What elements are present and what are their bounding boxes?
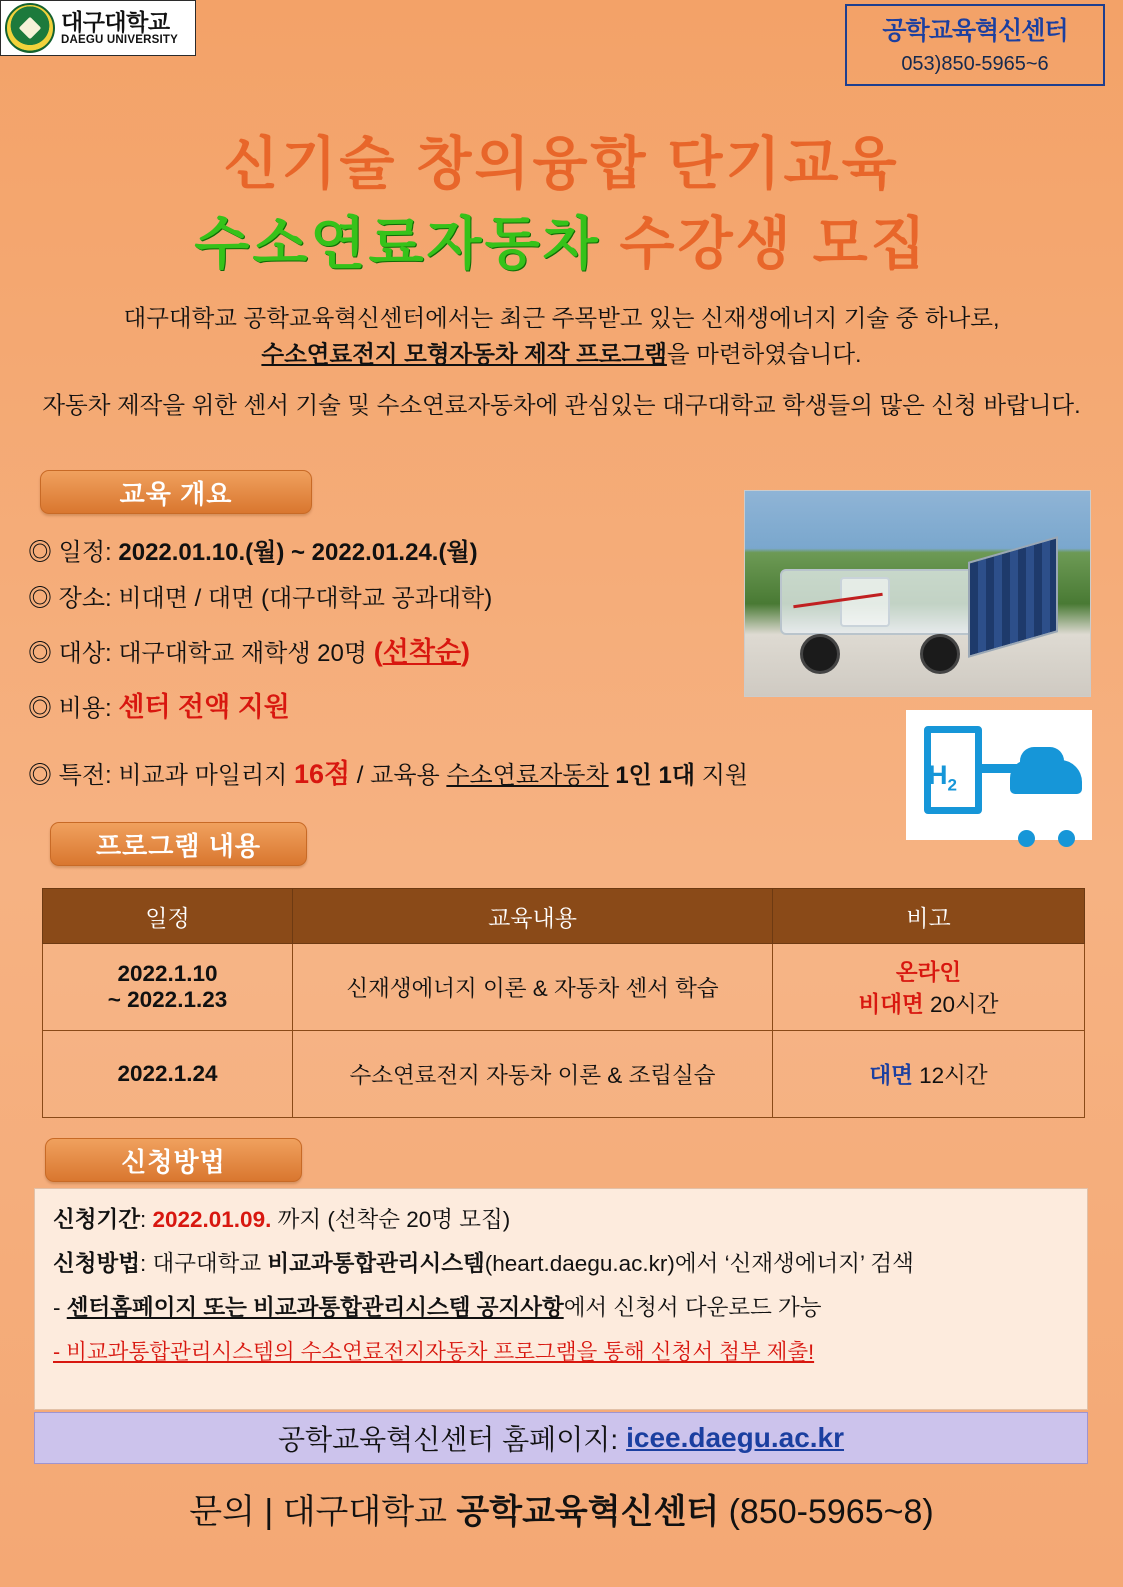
apply-bullet-2 [53,1335,1069,1370]
overview-item-benefit [28,752,748,791]
row1-remark-line1: 온라인 [895,960,962,985]
row2-remark [773,1031,1085,1118]
poster-title-rest: 수강생 모집 [600,212,929,276]
overview-target-emphasis: 선착순 [382,637,461,667]
photo-wheel-front [800,634,840,674]
row2-content: 수소연료전지 자동차 이론 & 조립실습 [293,1031,773,1118]
apply-method-system: 비교과통합관리시스템 [267,1250,485,1276]
h2-car-wheel-rear [1058,830,1075,847]
overview-schedule-label: ◎ 일정: [28,539,119,566]
fuel-cell-car-photo [744,490,1091,697]
university-name-kr: 대구대학교 [61,8,170,35]
overview-benefit-label: ◎ 특전: [28,762,119,789]
apply-period-label: 신청기간 [53,1207,140,1232]
apply-bullet2-text: - 비교과통합관리시스템의 수소연료전지자동차 프로그램을 통해 신청서 첨부 제출! [53,1339,815,1364]
overview-target-value: 대구대학교 재학생 20명 [118,640,374,667]
apply-period-date: 2022.01.09. [152,1207,272,1232]
center-name: 공학교육혁신센터 [882,17,1068,45]
footer-contact [0,1484,1123,1533]
overview-target-paren-open: ( [373,637,383,667]
section-header-program: 프로그램 내용 [50,822,307,866]
apply-bullet-1 [53,1291,1069,1326]
footer-center-name: 공학교육혁신센터 [456,1493,720,1531]
row2-remark-mode: 대면 [869,1063,913,1088]
overview-benefit-f: 지원 [695,762,749,789]
row1-remark-hours: 20시간 [923,992,999,1017]
apply-bullet1-rest: 에서 신청서 다운로드 가능 [563,1294,822,1320]
homepage-link[interactable]: icee.daegu.ac.kr [626,1422,845,1453]
poster-title-line1: 신기술 창의융합 단기교육 [223,132,900,196]
intro-paragraph-1 [32,300,1091,373]
apply-method-url: (heart.daegu.ac.kr) [484,1250,675,1276]
footer-tel: (850-5965~8) [719,1493,934,1531]
section-header-overview: 교육 개요 [40,470,312,514]
overview-benefit-c: / 교육용 [350,762,447,789]
table-header-content: 교육내용 [293,889,773,944]
photo-wheel-rear [920,634,960,674]
university-logo-text [61,10,178,46]
table-row [43,944,1085,1031]
overview-place-label: ◎ 장소: [28,585,119,612]
row1-remark-line2 [774,987,1083,1019]
homepage-label: 공학교육혁신센터 홈페이지: [277,1424,619,1455]
overview-cost-value: 센터 전액 지원 [118,692,290,722]
overview-benefit-qty: 1인 1대 [608,762,696,789]
intro-1a: 대구대학교 공학교육혁신센터에서는 최근 주목받고 있는 신재생에너지 기술 중 하나로, [123,305,1000,331]
apply-method-line [53,1247,1069,1282]
overview-place-value: 비대면 / 대면 (대구대학교 공과대학) [118,585,493,612]
overview-item-place [28,578,492,613]
overview-item-schedule [28,532,478,567]
row2-remark-line2 [774,1058,1083,1090]
h2-car-wheel-front [1018,830,1035,847]
section-header-apply: 신청방법 [45,1138,302,1182]
overview-cost-label: ◎ 비용: [28,695,119,722]
apply-method-rest: 에서 ‘신재생에너지’ 검색 [674,1250,914,1276]
overview-benefit-a: 비교과 마일리지 [118,762,294,789]
apply-period-rest: 까지 (선착순 20명 모집) [271,1207,511,1232]
poster-title-highlight: 수소연료자동차 [194,212,601,276]
apply-period-line [53,1203,1069,1238]
application-info-box [34,1188,1088,1410]
overview-schedule-value: 2022.01.10.(월) ~ 2022.01.24.(월) [118,539,478,566]
homepage-bar [34,1412,1088,1464]
row1-remark-mode: 비대면 [858,992,924,1017]
photo-solar-panel [968,536,1058,658]
row2-date [43,1031,293,1118]
apply-bullet1-dash: - [53,1294,67,1320]
row1-date-line1: 2022.1.10 [117,961,218,986]
table-header-date: 일정 [43,889,293,944]
row2-date-line1: 2022.1.24 [117,1061,218,1086]
h2-fuel-icon [906,710,1092,840]
h2-car-icon [1010,760,1082,794]
row1-remark [773,944,1085,1031]
table-header-row [43,889,1085,944]
apply-period-sep: : [139,1207,153,1232]
center-contact-box [845,4,1105,86]
row2-remark-hours: 12시간 [912,1063,988,1088]
university-name-en: DAEGU UNIVERSITY [61,34,178,47]
table-row [43,1031,1085,1118]
overview-item-cost [28,685,290,724]
row1-date-line2: ~ 2022.1.23 [107,987,228,1012]
university-emblem-icon [5,3,55,53]
overview-benefit-car: 수소연료자동차 [446,762,609,789]
overview-target-paren-close: ) [460,637,470,667]
intro-paragraphs [32,300,1091,437]
overview-benefit-points: 16점 [294,759,351,789]
footer-prefix: 문의 | 대구대학교 [189,1493,457,1531]
intro-1c: 을 마련하였습니다. [666,341,862,368]
table-header-remark: 비고 [773,889,1085,944]
center-phone: 053)850-5965~6 [901,53,1049,75]
program-table [42,888,1085,1118]
apply-method-label: 신청방법 [53,1250,140,1276]
apply-bullet1-bold: 센터홈페이지 또는 비교과통합관리시스템 공지사항 [66,1294,564,1320]
apply-method-sep: : 대구대학교 [139,1250,268,1276]
row1-date [43,944,293,1031]
overview-item-target [28,630,470,669]
row1-content: 신재생에너지 이론 & 자동차 센서 학습 [293,944,773,1031]
university-logo [0,0,196,56]
intro-paragraph-2: 자동차 제작을 위한 센서 기술 및 수소연료자동차에 관심있는 대구대학교 학생들의 많은 신청 바랍니다. [42,391,1081,418]
intro-1b: 수소연료전지 모형자동차 제작 프로그램 [261,341,667,368]
poster-title-line2 [0,198,1123,280]
overview-target-label: ◎ 대상: [28,640,119,667]
photo-fuel-cell-tube [840,577,890,627]
h2-pump-label: $H_2$ [928,760,957,795]
